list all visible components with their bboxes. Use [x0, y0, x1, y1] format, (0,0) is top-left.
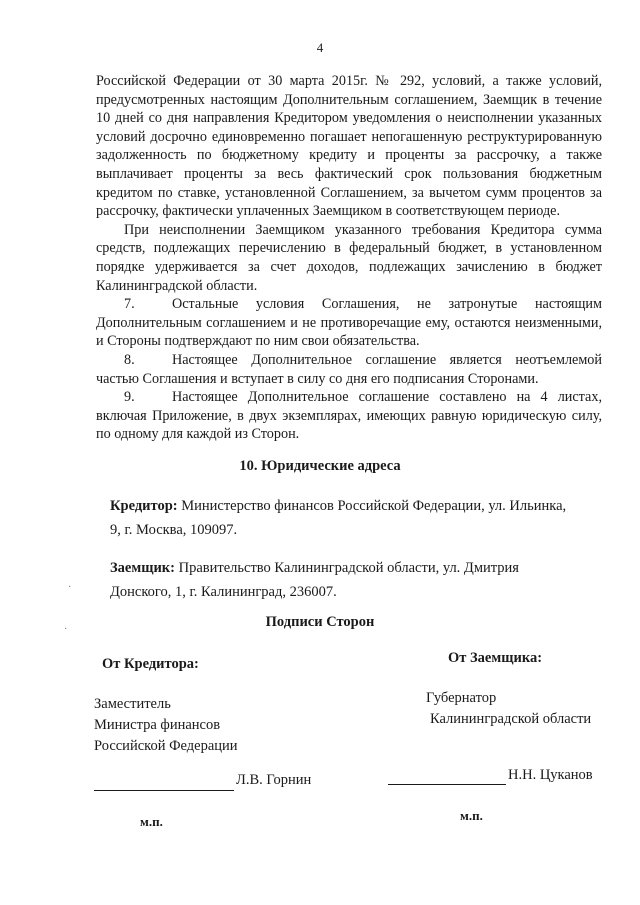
borrower-address: Правительство Калининградской области, ул. Дмитрия Донского, 1, г. Калининград, 236007. [110, 560, 519, 600]
borrower-stamp-label: м.п. [460, 808, 483, 823]
borrower-signature-heading: От Заемщика: [448, 650, 543, 666]
paragraph-8-text: Настоящее Дополнительное соглашение является неотъемлемой частью Соглашения и вступает в силу со дня его подписания Сторонами. [96, 351, 602, 387]
creditor-signatory: Л.В. Горнин [236, 772, 312, 788]
page-number: 4 [316, 40, 324, 55]
creditor-position [94, 694, 238, 757]
paragraph-8 [96, 351, 602, 388]
creditor-label: Кредитор: [110, 498, 178, 514]
paragraph-7-text: Остальные условия Соглашения, не затронутые настоящим Дополнительным соглашением и не противоречащие ему, остаются неизменными, и Стороны подтверждают по ним свои обязательства. [96, 296, 602, 350]
creditor-address: Министерство финансов Российской Федерации, ул. Ильинка, 9, г. Москва, 109097. [110, 498, 567, 538]
creditor-signature-heading: От Кредитора: [102, 656, 199, 672]
borrower-address-block [110, 556, 580, 604]
paragraph-9-text: Настоящее Дополнительное соглашение составлено на 4 листах, включая Приложение, в двух экземплярах, имеющих равную юридическую силу, по одному для каждой из Сторон. [96, 389, 602, 443]
borrower-position-line: Калининградской области [430, 711, 592, 727]
paragraph-9 [96, 388, 602, 444]
creditor-position-line: Министра финансов [94, 717, 221, 733]
creditor-address-block [110, 494, 580, 542]
creditor-stamp-label: м.п. [140, 814, 163, 829]
body-text [96, 72, 602, 444]
scan-speck: · [68, 582, 72, 593]
paragraph-7 [96, 295, 602, 351]
paragraph-non-fulfillment: При неисполнении Заемщиком указанного требования Кредитора сумма средств, подлежащих перечислению в федеральный бюджет, в установленном порядке удерживается за счет доходов, подлежащих зачислению в бюджет Калининградской области. [96, 221, 602, 294]
scan-speck: · [64, 624, 68, 635]
paragraph-continuation: Российской Федерации от 30 марта 2015г. № 292, условий, а также условий, предусмотренных настоящим Дополнительным соглашением, Заемщик в течение 10 дней со дня направления Кредитором уведомления о неисполнении указанных условий досрочно единовременно погашает непогашенную реструктурированную задолженность по бюджетному кредиту и проценты за рассрочку, а также выплачивает проценты за весь фактический срок пользования бюджетным кредитом по ставке, установленной Соглашением, за вычетом сумм процентов за рассрочку, фактически уплаченных Заемщиком в соответствующем периоде. [96, 73, 602, 220]
creditor-signature-line [94, 790, 234, 791]
borrower-signatory: Н.Н. Цуканов [508, 767, 593, 783]
borrower-signature-line [388, 784, 506, 785]
paragraph-9-number: 9. [124, 389, 135, 406]
borrower-position-line: Губернатор [426, 690, 497, 706]
paragraph-7-number: 7. [124, 296, 135, 313]
creditor-position-line: Заместитель [94, 696, 171, 712]
signatures-title: Подписи Сторон [265, 614, 375, 630]
section-title: 10. Юридические адреса [239, 458, 401, 474]
borrower-position [426, 688, 591, 730]
borrower-label: Заемщик: [110, 560, 175, 576]
creditor-position-line: Российской Федерации [94, 738, 238, 754]
paragraph-8-number: 8. [124, 351, 135, 368]
